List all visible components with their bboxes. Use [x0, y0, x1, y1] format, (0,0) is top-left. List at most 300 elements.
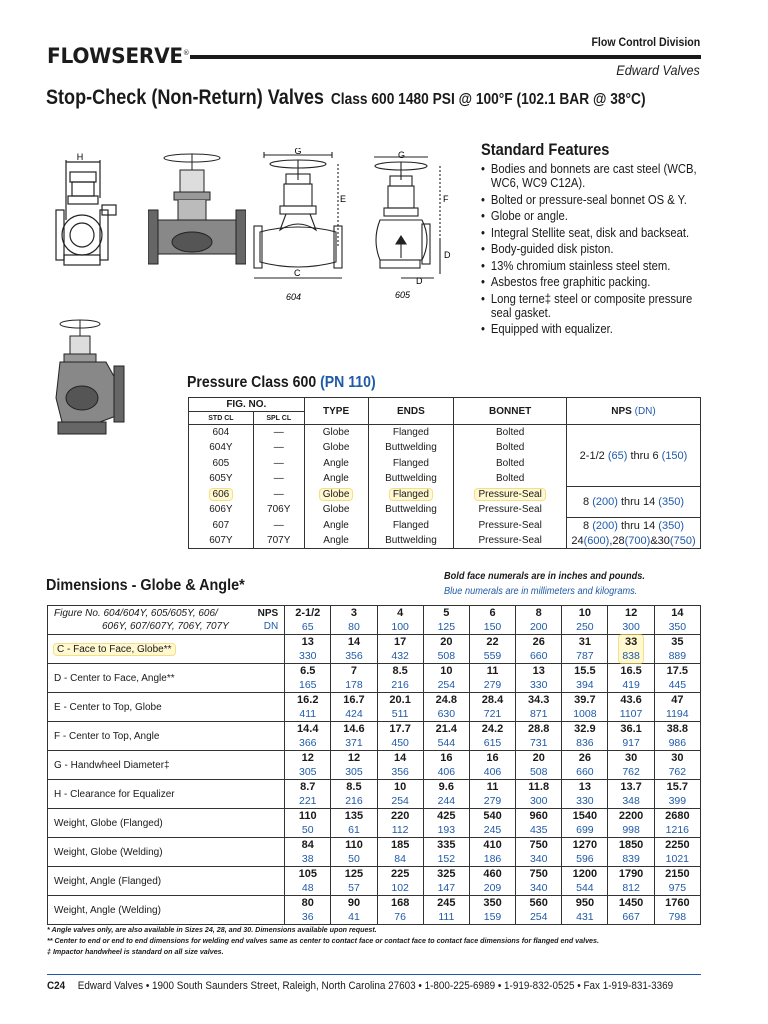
value-cell — [377, 867, 423, 896]
dn-size: 150 — [483, 621, 502, 633]
bonnet-cell: Pressure-Seal — [454, 533, 567, 549]
imperial-value: 36.1 — [620, 723, 642, 735]
bonnet-cell — [454, 487, 567, 503]
metric-value: 544 — [576, 882, 594, 894]
imperial-value: 17 — [394, 636, 407, 648]
separator-text: , — [609, 534, 613, 547]
value-cell — [377, 693, 423, 722]
std-cell: 605 — [189, 456, 254, 472]
nps-value: 8 — [583, 496, 590, 508]
imperial-value: 26 — [532, 636, 545, 648]
imperial-value: 110 — [298, 810, 317, 822]
dn-size: 350 — [668, 621, 687, 633]
ends-cell: Flanged — [368, 518, 454, 534]
value-cell — [608, 896, 654, 925]
nps-cell — [567, 533, 701, 549]
imperial-value: 80 — [301, 897, 314, 909]
dn-value: (65) — [607, 449, 628, 462]
metric-value: 394 — [576, 679, 594, 691]
metric-value: 221 — [299, 795, 317, 807]
metric-value: 41 — [348, 911, 360, 923]
metric-value: 975 — [668, 882, 687, 894]
imperial-value: 11.8 — [528, 781, 550, 793]
ends-cell — [368, 487, 454, 503]
value-cell — [608, 809, 654, 838]
table-row — [48, 838, 701, 867]
dim-label-c: C — [294, 268, 301, 278]
metric-value: 57 — [348, 882, 360, 894]
size-header-cell — [516, 606, 562, 635]
metric-value: 305 — [345, 766, 363, 778]
value-cell — [331, 780, 377, 809]
title-main: Stop-Check (Non-Return) Valves — [46, 86, 324, 109]
imperial-value: 15.7 — [666, 781, 689, 793]
division-name: Flow Control Division — [591, 37, 700, 49]
header-rule — [190, 55, 701, 59]
imperial-value: 14.6 — [343, 723, 365, 735]
value-cell — [377, 751, 423, 780]
size-header-cell — [331, 606, 377, 635]
legend-bold-note: Bold face numerals are in inches and pounds. — [444, 571, 645, 582]
dim-label-d: D — [416, 276, 423, 286]
value-cell — [423, 693, 469, 722]
value-cell — [469, 896, 515, 925]
type-cell: Angle — [304, 471, 368, 487]
feature-item: • 13% chromium stainless steel stem. — [481, 259, 697, 273]
metric-value: 998 — [622, 824, 640, 836]
feature-item: • Long terne‡ steel or composite pressure seal gasket. — [481, 292, 697, 320]
dimensions-table — [47, 605, 701, 925]
value-cell — [654, 722, 700, 751]
value-cell — [285, 693, 331, 722]
metric-value: 330 — [529, 679, 548, 691]
bonnet-cell: Bolted — [454, 425, 567, 441]
nps-size: 5 — [443, 607, 450, 619]
dn-size: 65 — [301, 621, 314, 633]
value-cell — [423, 780, 469, 809]
metric-value: 152 — [437, 853, 456, 865]
value-cell — [608, 867, 654, 896]
metric-value: 508 — [529, 766, 548, 778]
imperial-value: 24.2 — [481, 723, 504, 735]
dn-value: (150) — [661, 449, 688, 462]
metric-value: 419 — [622, 679, 640, 691]
value-cell — [377, 664, 423, 693]
value-cell — [516, 867, 562, 896]
nps-key: NPS — [257, 608, 279, 619]
metric-value: 76 — [394, 911, 406, 923]
pressure-class-title — [187, 374, 376, 392]
value-cell — [469, 751, 515, 780]
metric-value: 300 — [529, 795, 548, 807]
imperial-value: 225 — [390, 868, 410, 880]
metric-value: 445 — [668, 679, 687, 691]
nps-value: 24 — [571, 534, 584, 547]
value-cell — [331, 867, 377, 896]
feature-item: • Body-guided disk piston. — [481, 242, 697, 256]
imperial-value: 17.5 — [666, 665, 689, 677]
size-header-cell — [654, 606, 700, 635]
row-label: G - Handwheel Diameter‡ — [48, 751, 285, 780]
metric-value: 1107 — [619, 708, 643, 720]
value-cell — [654, 838, 700, 867]
imperial-value: 28.8 — [527, 723, 550, 735]
page-footer — [47, 980, 673, 992]
imperial-value: 560 — [529, 897, 548, 909]
value-cell — [608, 693, 654, 722]
nps-cell — [567, 487, 701, 518]
value-cell — [516, 751, 562, 780]
feature-item: • Globe or angle. — [481, 209, 697, 223]
metric-value: 340 — [529, 853, 548, 865]
metric-value: 798 — [668, 911, 687, 923]
std-cell: 607 — [189, 518, 254, 534]
imperial-value: 6.5 — [300, 665, 316, 677]
metric-value: 511 — [391, 708, 409, 720]
value-cell — [377, 635, 423, 664]
imperial-value: 2680 — [665, 810, 690, 822]
metric-value: 147 — [437, 882, 456, 894]
imperial-value: 1200 — [572, 868, 598, 880]
imperial-value: 38.8 — [666, 723, 689, 735]
table-row — [48, 780, 701, 809]
ends-cell: Buttwelding — [368, 440, 454, 456]
metric-value: 424 — [345, 708, 363, 720]
thru-text: thru — [620, 519, 640, 532]
std-cl-header: STD CL — [189, 412, 254, 425]
value-cell — [469, 635, 515, 664]
value-cell — [562, 896, 608, 925]
imperial-value: 32.9 — [574, 723, 596, 735]
metric-value: 48 — [301, 882, 314, 894]
metric-value: 699 — [576, 824, 594, 836]
value-cell — [654, 867, 700, 896]
figure-label-line: Figure No. 604/604Y, 605/605Y, 606/ — [54, 608, 218, 619]
bonnet-cell: Bolted — [454, 440, 567, 456]
imperial-value: 10 — [394, 781, 407, 793]
imperial-value: 13.7 — [620, 781, 642, 793]
value-cell — [285, 722, 331, 751]
value-cell — [423, 809, 469, 838]
imperial-value: 8.5 — [392, 665, 408, 677]
metric-value: 340 — [529, 882, 548, 894]
nps-size: 3 — [350, 607, 358, 619]
imperial-value: 20.1 — [389, 694, 411, 706]
imperial-value: 960 — [529, 810, 548, 822]
imperial-value: 2150 — [665, 868, 690, 880]
imperial-value: 10 — [440, 665, 453, 677]
metric-value: 50 — [348, 853, 360, 865]
type-cell: Globe — [304, 502, 368, 518]
imperial-value: 43.6 — [620, 694, 642, 706]
fig-604-globe-outline-diagram — [250, 148, 346, 303]
table-row — [48, 867, 701, 896]
metric-value: 836 — [576, 737, 594, 749]
subdivision-name: Edward Valves — [616, 62, 700, 78]
imperial-value: 9.6 — [438, 781, 454, 793]
imperial-value: 14.4 — [297, 723, 319, 735]
nps-cell — [567, 518, 701, 534]
metric-value: 787 — [576, 650, 594, 662]
features-list — [481, 162, 697, 339]
imperial-value: 31 — [578, 636, 592, 648]
metric-value: 544 — [437, 737, 456, 749]
metric-value: 186 — [483, 853, 502, 865]
imperial-value: 16.2 — [297, 694, 319, 706]
imperial-value: 13 — [578, 781, 592, 793]
metric-value: 209 — [483, 882, 502, 894]
imperial-value: 35 — [671, 636, 684, 648]
imperial-value: 12 — [301, 752, 314, 764]
metric-value: 838 — [622, 650, 640, 662]
std-cell: 607Y — [189, 533, 254, 549]
fig-605-label: 605 — [395, 290, 411, 300]
dn-value: (200) — [592, 496, 618, 508]
metric-value: 615 — [483, 737, 502, 749]
imperial-value: 26 — [578, 752, 592, 764]
value-cell — [423, 664, 469, 693]
value-cell — [562, 664, 608, 693]
spl-cell: — — [253, 518, 304, 534]
type-cell — [304, 487, 368, 503]
fig-604-label: 604 — [286, 292, 302, 302]
bonnet-header: BONNET — [454, 398, 567, 425]
type-header: TYPE — [304, 398, 368, 425]
footnotes — [47, 924, 599, 957]
dn-value: (200) — [592, 519, 618, 532]
nps-cell — [567, 425, 701, 487]
value-cell — [285, 780, 331, 809]
row-label: H - Clearance for Equalizer — [48, 780, 285, 809]
imperial-value: 84 — [301, 839, 314, 851]
metric-value: 112 — [391, 824, 409, 836]
nps-value: 6 — [652, 449, 659, 462]
imperial-value: 540 — [483, 810, 502, 822]
metric-value: 305 — [299, 766, 317, 778]
dn-size: 100 — [391, 621, 409, 633]
nps-size: 2-1/2 — [295, 607, 321, 619]
imperial-value: 30 — [624, 752, 638, 764]
std-cell: 606Y — [189, 502, 254, 518]
highlighted-value — [619, 635, 643, 663]
dim-label-d-right: D — [444, 250, 451, 260]
value-cell — [331, 635, 377, 664]
value-cell — [654, 896, 700, 925]
value-cell — [608, 664, 654, 693]
value-cell — [469, 722, 515, 751]
value-cell — [654, 780, 700, 809]
dn-value: (700) — [624, 534, 651, 547]
spl-cell: — — [253, 456, 304, 472]
dn-key: DN — [263, 621, 279, 632]
imperial-value: 90 — [347, 897, 361, 909]
value-cell — [469, 780, 515, 809]
value-cell — [654, 751, 700, 780]
metric-value: 216 — [345, 795, 363, 807]
dim-label-g-605: G — [398, 150, 406, 160]
table-row — [48, 635, 701, 664]
imperial-value: 14 — [394, 752, 407, 764]
imperial-value: 34.3 — [527, 694, 550, 706]
nps-value: 28 — [612, 534, 625, 547]
metric-value: 38 — [301, 853, 314, 865]
imperial-value: 39.7 — [574, 694, 596, 706]
highlighted-value: Pressure-Seal — [475, 489, 544, 500]
table-row — [48, 751, 701, 780]
feature-item: • Integral Stellite seat, disk and backseat. — [481, 226, 697, 240]
bonnet-cell: Bolted — [454, 471, 567, 487]
imperial-value: 1270 — [572, 839, 598, 851]
value-cell — [516, 809, 562, 838]
ends-header: ENDS — [368, 398, 454, 425]
imperial-value: 2250 — [665, 839, 690, 851]
value-cell — [331, 838, 377, 867]
nps-value: 8 — [583, 519, 590, 532]
imperial-value: 220 — [390, 810, 410, 822]
size-header-cell — [469, 606, 515, 635]
imperial-value: 16.5 — [620, 665, 642, 677]
nps-size: 8 — [535, 607, 542, 619]
size-header-cell — [423, 606, 469, 635]
value-cell — [562, 838, 608, 867]
value-cell — [562, 867, 608, 896]
metric-value: 411 — [299, 708, 317, 720]
ends-cell: Buttwelding — [368, 502, 454, 518]
value-cell — [285, 867, 331, 896]
fig-605-angle-outline-diagram — [366, 148, 458, 303]
metric-value: 356 — [391, 766, 409, 778]
value-cell — [654, 664, 700, 693]
imperial-value: 17.7 — [389, 723, 411, 735]
figure-label-line: 606Y, 607/607Y, 706Y, 707Y — [102, 621, 229, 632]
metric-value: 399 — [668, 795, 687, 807]
footer-rule — [47, 974, 701, 975]
nps-value: 14 — [642, 519, 656, 532]
imperial-value: 7 — [350, 665, 358, 677]
imperial-value: 15.5 — [574, 665, 596, 677]
dn-header-label: (DN) — [634, 405, 656, 417]
row-label — [48, 635, 285, 664]
std-cell: 605Y — [189, 471, 254, 487]
thru-text: thru — [630, 449, 650, 462]
imperial-value: 1540 — [572, 810, 598, 822]
value-cell — [469, 867, 515, 896]
table-row — [48, 809, 701, 838]
metric-value: 279 — [483, 679, 502, 691]
pressure-class-pn: (PN 110) — [320, 374, 376, 391]
ends-cell: Buttwelding — [368, 533, 454, 549]
dim-label-e: E — [340, 194, 346, 204]
size-header-cell — [285, 606, 331, 635]
metric-value: 330 — [299, 650, 317, 662]
highlighted-value: 606 — [210, 489, 233, 500]
metric-value: 1194 — [666, 708, 689, 720]
metric-value: 762 — [622, 766, 640, 778]
pressure-class-table — [188, 397, 701, 549]
metric-value: 84 — [394, 853, 406, 865]
dn-value: (750) — [669, 534, 696, 547]
imperial-value: 16.7 — [343, 694, 365, 706]
metric-value: 178 — [345, 679, 363, 691]
imperial-value: 1450 — [618, 897, 644, 909]
imperial-value: 8.5 — [346, 781, 362, 793]
imperial-value: 8.7 — [300, 781, 316, 793]
metric-value: 731 — [529, 737, 548, 749]
figure-number-cell — [48, 606, 285, 635]
metric-value: 348 — [622, 795, 640, 807]
metric-value: 330 — [576, 795, 594, 807]
bonnet-cell: Bolted — [454, 456, 567, 472]
spl-cell: 707Y — [253, 533, 304, 549]
value-cell — [562, 809, 608, 838]
metric-value: 435 — [529, 824, 548, 836]
angle-valve-section-diagram — [50, 318, 130, 446]
type-cell: Angle — [304, 456, 368, 472]
imperial-value: 1850 — [618, 839, 644, 851]
value-cell — [654, 809, 700, 838]
highlighted-label: C - Face to Face, Globe** — [54, 644, 175, 655]
std-cell — [189, 487, 254, 503]
imperial-value: 22 — [486, 636, 499, 648]
value-cell — [331, 809, 377, 838]
imperial-value: 16 — [440, 752, 453, 764]
size-header-cell — [608, 606, 654, 635]
metric-value: 660 — [529, 650, 548, 662]
ends-cell: Flanged — [368, 456, 454, 472]
nps-size: 14 — [671, 607, 684, 619]
ends-cell: Flanged — [368, 425, 454, 441]
table-row — [48, 896, 701, 925]
value-cell — [654, 635, 700, 664]
page-title — [46, 86, 646, 110]
imperial-value: 13 — [532, 665, 545, 677]
equalizer-side-view-diagram — [52, 150, 124, 275]
metric-value: 596 — [576, 853, 594, 865]
value-cell — [285, 635, 331, 664]
dimensions-title: Dimensions - Globe & Angle* — [46, 577, 245, 594]
table-row — [189, 425, 701, 441]
value-cell — [516, 838, 562, 867]
metric-value: 406 — [437, 766, 456, 778]
imperial-value: 16 — [486, 752, 499, 764]
metric-value: 366 — [299, 737, 317, 749]
imperial-value: 1760 — [665, 897, 690, 909]
imperial-value: 950 — [575, 897, 595, 909]
imperial-value: 245 — [437, 897, 456, 909]
nps-size: 10 — [578, 607, 592, 619]
footer-address: Edward Valves • 1900 South Saunders Street, Raleigh, North Carolina 27603 • 1-800-225-6989 • 1-919-832-0525 • Fax 1-919-831-3369 — [77, 980, 674, 992]
row-label: F - Center to Top, Angle — [48, 722, 285, 751]
spl-cell: 706Y — [253, 502, 304, 518]
value-cell — [608, 722, 654, 751]
highlighted-value: Globe — [320, 489, 353, 500]
imperial-value: 47 — [671, 694, 684, 706]
value-cell — [516, 664, 562, 693]
nps-header — [567, 398, 701, 425]
metric-value: 721 — [483, 708, 502, 720]
dn-value: (350) — [658, 519, 684, 532]
type-cell: Angle — [304, 533, 368, 549]
std-cell: 604 — [189, 425, 254, 441]
metric-value: 889 — [668, 650, 687, 662]
metric-value: 165 — [299, 679, 317, 691]
value-cell — [469, 664, 515, 693]
feature-item: • Equipped with equalizer. — [481, 322, 697, 336]
imperial-value: 28.4 — [481, 694, 504, 706]
globe-valve-section-diagram — [148, 150, 246, 275]
dim-label-g: G — [294, 148, 302, 156]
metric-value: 1008 — [573, 708, 597, 720]
